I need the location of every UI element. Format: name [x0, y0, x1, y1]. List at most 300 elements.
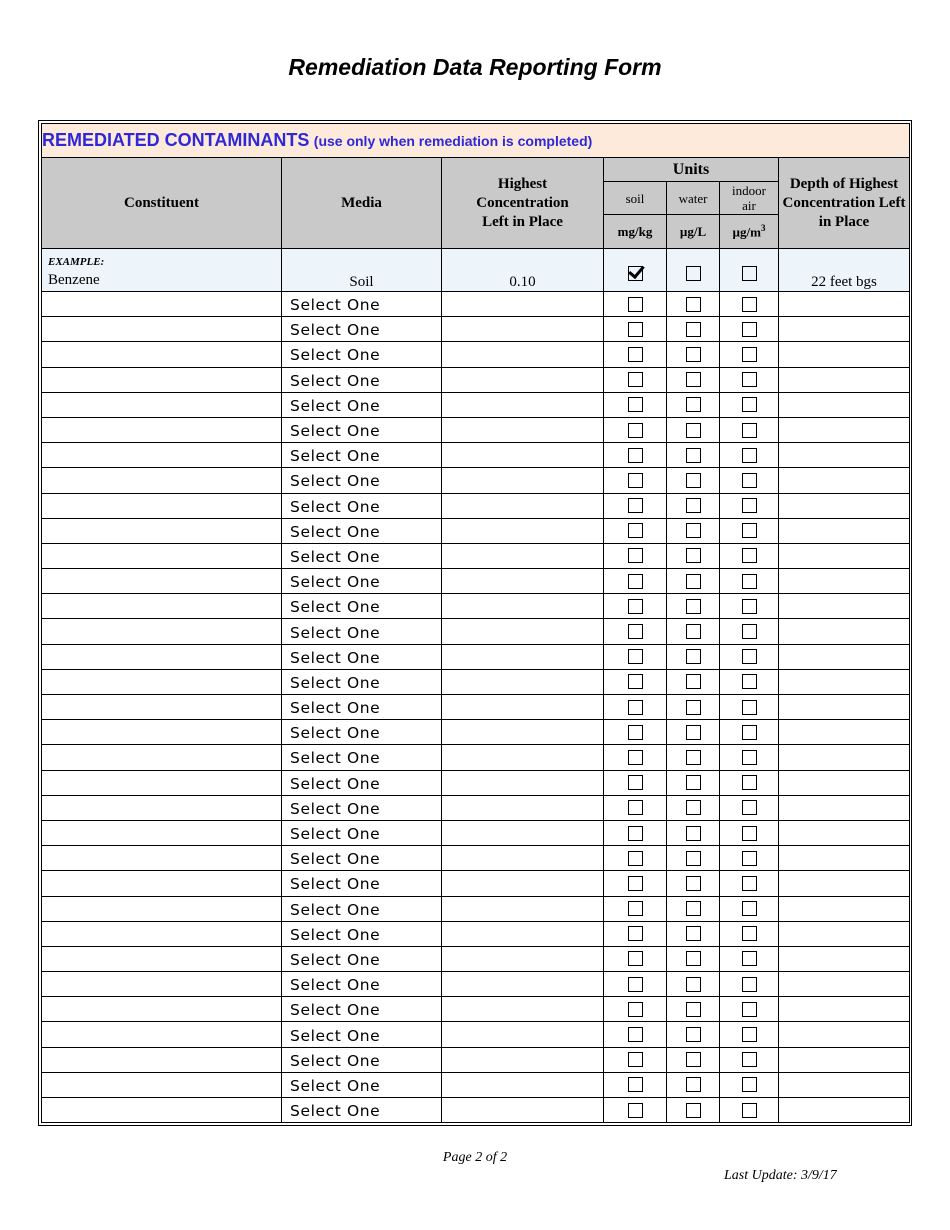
soil-cell [604, 619, 667, 644]
concentration-input[interactable] [442, 1022, 604, 1047]
concentration-input[interactable] [442, 795, 604, 820]
concentration-input[interactable] [442, 594, 604, 619]
constituent-header: Constituent [42, 158, 282, 249]
constituent-input[interactable] [42, 543, 282, 568]
indoor-air-cell [720, 493, 779, 518]
soil-checkbox[interactable] [628, 800, 643, 815]
table-row [42, 820, 910, 845]
depth-input[interactable] [779, 468, 910, 493]
concentration-input[interactable] [442, 468, 604, 493]
water-cell [667, 846, 720, 871]
media-select[interactable]: Select One [282, 1022, 442, 1047]
constituent-input[interactable] [42, 896, 282, 921]
water-cell [667, 443, 720, 468]
constituent-input[interactable] [42, 745, 282, 770]
air-unit: $\mu g/m^3$ [720, 215, 779, 249]
soil-checkbox[interactable] [628, 473, 643, 488]
water-cell [667, 695, 720, 720]
indoor-air-checkbox[interactable] [742, 624, 757, 639]
indoor-air-checkbox[interactable] [742, 800, 757, 815]
concentration-input[interactable] [442, 569, 604, 594]
soil-checkbox[interactable] [628, 397, 643, 412]
water-checkbox[interactable] [686, 775, 701, 790]
water-checkbox[interactable] [686, 347, 701, 362]
media-select[interactable]: Select One [282, 518, 442, 543]
soil-cell [604, 1047, 667, 1072]
media-select[interactable]: Select One [282, 619, 442, 644]
concentration-input[interactable] [442, 619, 604, 644]
depth-input[interactable] [779, 594, 910, 619]
indoor-air-cell [720, 417, 779, 442]
constituent-input[interactable] [42, 392, 282, 417]
concentration-input[interactable] [442, 745, 604, 770]
water-checkbox[interactable] [686, 674, 701, 689]
media-select[interactable]: Select One [282, 820, 442, 845]
concentration-input[interactable] [442, 720, 604, 745]
media-select[interactable]: Select One [282, 896, 442, 921]
indoor-air-checkbox[interactable] [742, 448, 757, 463]
depth-input[interactable] [779, 896, 910, 921]
soil-cell [604, 820, 667, 845]
water-checkbox[interactable] [686, 423, 701, 438]
water-cell [667, 871, 720, 896]
water-cell [667, 896, 720, 921]
concentration-input[interactable] [442, 1098, 604, 1123]
water-cell [667, 820, 720, 845]
water-checkbox[interactable] [686, 473, 701, 488]
constituent-input[interactable] [42, 317, 282, 342]
water-checkbox[interactable] [686, 826, 701, 841]
indoor-air-checkbox[interactable] [742, 775, 757, 790]
depth-input[interactable] [779, 392, 910, 417]
indoor-air-checkbox[interactable] [742, 372, 757, 387]
depth-input[interactable] [779, 669, 910, 694]
soil-checkbox[interactable] [628, 901, 643, 916]
water-cell [667, 317, 720, 342]
water-cell [667, 367, 720, 392]
media-select[interactable]: Select One [282, 543, 442, 568]
media-select[interactable]: Select One [282, 1098, 442, 1123]
media-select[interactable]: Select One [282, 997, 442, 1022]
soil-cell [604, 770, 667, 795]
indoor-air-checkbox[interactable] [742, 876, 757, 891]
constituent-input[interactable] [42, 1072, 282, 1097]
constituent-input[interactable] [42, 997, 282, 1022]
indoor-air-checkbox[interactable] [742, 322, 757, 337]
depth-input[interactable] [779, 745, 910, 770]
concentration-input[interactable] [442, 1072, 604, 1097]
depth-input[interactable] [779, 1072, 910, 1097]
concentration-input[interactable] [442, 770, 604, 795]
water-checkbox[interactable] [686, 448, 701, 463]
concentration-input[interactable] [442, 342, 604, 367]
depth-input[interactable] [779, 720, 910, 745]
water-cell [667, 720, 720, 745]
concentration-input[interactable] [442, 518, 604, 543]
media-select[interactable]: Select One [282, 695, 442, 720]
concentration-input[interactable] [442, 292, 604, 317]
water-checkbox[interactable] [686, 1002, 701, 1017]
soil-cell [604, 543, 667, 568]
concentration-input[interactable] [442, 1047, 604, 1072]
soil-checkbox[interactable] [628, 423, 643, 438]
soil-cell [604, 846, 667, 871]
constituent-input[interactable] [42, 921, 282, 946]
media-select[interactable]: Select One [282, 644, 442, 669]
soil-checkbox[interactable] [628, 700, 643, 715]
soil-cell [604, 468, 667, 493]
constituent-input[interactable] [42, 669, 282, 694]
soil-checkbox[interactable] [628, 876, 643, 891]
indoor-air-cell [720, 1072, 779, 1097]
water-checkbox[interactable] [686, 1077, 701, 1092]
depth-input[interactable] [779, 1022, 910, 1047]
indoor-air-checkbox[interactable] [742, 574, 757, 589]
depth-input[interactable] [779, 846, 910, 871]
units-header: Units [604, 158, 779, 182]
media-select[interactable]: Select One [282, 1047, 442, 1072]
constituent-input[interactable] [42, 871, 282, 896]
water-checkbox[interactable] [686, 926, 701, 941]
water-checkbox[interactable] [686, 750, 701, 765]
indoor-air-checkbox[interactable] [742, 725, 757, 740]
media-select[interactable]: Select One [282, 972, 442, 997]
table-row [42, 997, 910, 1022]
concentration-input[interactable] [442, 317, 604, 342]
indoor-air-checkbox[interactable] [742, 423, 757, 438]
water-checkbox[interactable] [686, 800, 701, 815]
indoor-air-checkbox[interactable] [742, 473, 757, 488]
soil-cell [604, 946, 667, 971]
table-row [42, 1047, 910, 1072]
constituent-input[interactable] [42, 594, 282, 619]
indoor-air-cell [720, 770, 779, 795]
water-checkbox[interactable] [686, 523, 701, 538]
media-select[interactable]: Select One [282, 342, 442, 367]
soil-checkbox[interactable] [628, 574, 643, 589]
soil-checkbox[interactable] [628, 1002, 643, 1017]
soil-checkbox[interactable] [628, 674, 643, 689]
constituent-input[interactable] [42, 644, 282, 669]
water-cell [667, 1047, 720, 1072]
indoor-air-checkbox[interactable] [742, 826, 757, 841]
table-row [42, 317, 910, 342]
indoor-air-checkbox[interactable] [742, 347, 757, 362]
depth-input[interactable] [779, 1098, 910, 1123]
soil-cell [604, 669, 667, 694]
constituent-input[interactable] [42, 468, 282, 493]
media-select[interactable]: Select One [282, 392, 442, 417]
media-select[interactable]: Select One [282, 770, 442, 795]
media-select[interactable]: Select One [282, 1072, 442, 1097]
water-cell [667, 669, 720, 694]
water-checkbox[interactable] [686, 700, 701, 715]
concentration-input[interactable] [442, 921, 604, 946]
soil-checkbox[interactable] [628, 322, 643, 337]
concentration-input[interactable] [442, 392, 604, 417]
indoor-air-checkbox[interactable] [742, 674, 757, 689]
concentration-input[interactable] [442, 695, 604, 720]
water-checkbox[interactable] [686, 951, 701, 966]
concentration-input[interactable] [442, 493, 604, 518]
indoor-air-checkbox[interactable] [742, 498, 757, 513]
constituent-input[interactable] [42, 695, 282, 720]
table-row [42, 669, 910, 694]
table-row [42, 569, 910, 594]
depth-input[interactable] [779, 367, 910, 392]
soil-checkbox[interactable] [628, 775, 643, 790]
soil-checkbox[interactable] [628, 297, 643, 312]
soil-checkbox[interactable] [628, 548, 643, 563]
indoor-air-checkbox[interactable] [742, 851, 757, 866]
indoor-air-checkbox[interactable] [742, 901, 757, 916]
water-checkbox[interactable] [686, 574, 701, 589]
constituent-input[interactable] [42, 1022, 282, 1047]
depth-input[interactable] [779, 543, 910, 568]
depth-input[interactable] [779, 921, 910, 946]
concentration-input[interactable] [442, 972, 604, 997]
section-header [42, 124, 910, 158]
media-select[interactable]: Select One [282, 946, 442, 971]
media-select[interactable]: Select One [282, 846, 442, 871]
depth-input[interactable] [779, 695, 910, 720]
indoor-air-checkbox[interactable] [742, 1077, 757, 1092]
water-cell [667, 518, 720, 543]
constituent-input[interactable] [42, 795, 282, 820]
concentration-input[interactable] [442, 997, 604, 1022]
constituent-input[interactable] [42, 946, 282, 971]
constituent-input[interactable] [42, 342, 282, 367]
table-row [42, 443, 910, 468]
example-constituent: Benzene [48, 272, 100, 288]
water-checkbox[interactable] [686, 876, 701, 891]
soil-checkbox[interactable] [628, 851, 643, 866]
constituent-input[interactable] [42, 292, 282, 317]
indoor-air-checkbox[interactable] [742, 1052, 757, 1067]
table-row [42, 342, 910, 367]
media-select[interactable]: Select One [282, 594, 442, 619]
soil-checkbox[interactable] [628, 498, 643, 513]
soil-checkbox[interactable] [628, 624, 643, 639]
soil-cell [604, 795, 667, 820]
constituent-input[interactable] [42, 619, 282, 644]
water-checkbox[interactable] [686, 851, 701, 866]
media-select[interactable]: Select One [282, 720, 442, 745]
concentration-input[interactable] [442, 543, 604, 568]
soil-cell [604, 997, 667, 1022]
concentration-input[interactable] [442, 846, 604, 871]
indoor-air-cell [720, 392, 779, 417]
depth-input[interactable] [779, 946, 910, 971]
table-row [42, 292, 910, 317]
indoor-air-checkbox[interactable] [742, 523, 757, 538]
soil-checkbox[interactable] [628, 1027, 643, 1042]
constituent-input[interactable] [42, 1098, 282, 1123]
constituent-input[interactable] [42, 972, 282, 997]
soil-checkbox[interactable] [628, 826, 643, 841]
media-select[interactable]: Select One [282, 921, 442, 946]
water-checkbox[interactable] [686, 548, 701, 563]
soil-checkbox[interactable] [628, 523, 643, 538]
concentration-input[interactable] [442, 820, 604, 845]
soil-checkbox[interactable] [628, 649, 643, 664]
depth-input[interactable] [779, 795, 910, 820]
constituent-input[interactable] [42, 1047, 282, 1072]
example-media: Soil [282, 249, 442, 292]
water-cell [667, 972, 720, 997]
table-row [42, 594, 910, 619]
indoor-air-checkbox[interactable] [742, 700, 757, 715]
water-checkbox[interactable] [686, 397, 701, 412]
water-checkbox[interactable] [686, 901, 701, 916]
water-checkbox[interactable] [686, 977, 701, 992]
media-select[interactable]: Select One [282, 468, 442, 493]
soil-cell [604, 518, 667, 543]
water-checkbox[interactable] [686, 1052, 701, 1067]
depth-input[interactable] [779, 972, 910, 997]
water-checkbox[interactable] [686, 322, 701, 337]
example-concentration: 0.10 [442, 249, 604, 292]
table-row [42, 518, 910, 543]
soil-checkbox[interactable] [628, 725, 643, 740]
concentration-input[interactable] [442, 871, 604, 896]
constituent-input[interactable] [42, 417, 282, 442]
indoor-air-checkbox[interactable] [742, 951, 757, 966]
soil-checkbox[interactable] [628, 347, 643, 362]
water-cell [667, 292, 720, 317]
media-select[interactable]: Select One [282, 871, 442, 896]
soil-checkbox[interactable] [628, 926, 643, 941]
water-checkbox[interactable] [686, 649, 701, 664]
constituent-input[interactable] [42, 846, 282, 871]
indoor-air-checkbox[interactable] [742, 1002, 757, 1017]
constituent-input[interactable] [42, 493, 282, 518]
indoor-air-cell [720, 468, 779, 493]
indoor-air-checkbox[interactable] [742, 599, 757, 614]
water-checkbox[interactable] [686, 372, 701, 387]
depth-input[interactable] [779, 770, 910, 795]
constituent-input[interactable] [42, 367, 282, 392]
media-select[interactable]: Select One [282, 745, 442, 770]
constituent-input[interactable] [42, 820, 282, 845]
soil-cell [604, 921, 667, 946]
indoor-air-checkbox[interactable] [742, 1027, 757, 1042]
constituent-input[interactable] [42, 569, 282, 594]
constituent-input[interactable] [42, 720, 282, 745]
depth-input[interactable] [779, 417, 910, 442]
concentration-input[interactable] [442, 669, 604, 694]
depth-input[interactable] [779, 871, 910, 896]
indoor-air-checkbox[interactable] [742, 297, 757, 312]
soil-cell [604, 493, 667, 518]
soil-checkbox[interactable] [628, 448, 643, 463]
water-checkbox[interactable] [686, 599, 701, 614]
example-soil-checkbox[interactable] [628, 266, 643, 281]
depth-input[interactable] [779, 518, 910, 543]
concentration-input[interactable] [442, 896, 604, 921]
soil-checkbox[interactable] [628, 1077, 643, 1092]
soil-checkbox[interactable] [628, 750, 643, 765]
indoor-air-cell [720, 1022, 779, 1047]
constituent-input[interactable] [42, 443, 282, 468]
indoor-air-checkbox[interactable] [742, 548, 757, 563]
depth-input[interactable] [779, 619, 910, 644]
media-select[interactable]: Select One [282, 493, 442, 518]
depth-input[interactable] [779, 317, 910, 342]
media-select[interactable]: Select One [282, 569, 442, 594]
soil-checkbox[interactable] [628, 951, 643, 966]
water-cell [667, 342, 720, 367]
media-select[interactable]: Select One [282, 669, 442, 694]
constituent-input[interactable] [42, 770, 282, 795]
water-checkbox[interactable] [686, 297, 701, 312]
concentration-input[interactable] [442, 946, 604, 971]
concentration-input[interactable] [442, 644, 604, 669]
indoor-air-checkbox[interactable] [742, 977, 757, 992]
depth-input[interactable] [779, 644, 910, 669]
concentration-input[interactable] [442, 417, 604, 442]
media-select[interactable]: Select One [282, 367, 442, 392]
depth-input[interactable] [779, 493, 910, 518]
media-select[interactable]: Select One [282, 317, 442, 342]
indoor-air-cell [720, 820, 779, 845]
table-row [42, 1098, 910, 1123]
soil-checkbox[interactable] [628, 372, 643, 387]
depth-input[interactable] [779, 820, 910, 845]
water-checkbox[interactable] [686, 624, 701, 639]
soil-checkbox[interactable] [628, 1103, 643, 1118]
depth-input[interactable] [779, 997, 910, 1022]
water-checkbox[interactable] [686, 1027, 701, 1042]
depth-input[interactable] [779, 342, 910, 367]
example-constituent-cell [42, 249, 282, 292]
example-water-checkbox[interactable] [686, 266, 701, 281]
media-select[interactable]: Select One [282, 443, 442, 468]
depth-input[interactable] [779, 1047, 910, 1072]
soil-checkbox[interactable] [628, 977, 643, 992]
depth-input[interactable] [779, 443, 910, 468]
example-air-checkbox[interactable] [742, 266, 757, 281]
soil-checkbox[interactable] [628, 599, 643, 614]
indoor-air-cell [720, 795, 779, 820]
water-cell [667, 543, 720, 568]
indoor-air-checkbox[interactable] [742, 397, 757, 412]
concentration-input[interactable] [442, 443, 604, 468]
soil-cell [604, 1072, 667, 1097]
indoor-air-cell [720, 543, 779, 568]
depth-input[interactable] [779, 569, 910, 594]
indoor-air-checkbox[interactable] [742, 1103, 757, 1118]
indoor-air-checkbox[interactable] [742, 750, 757, 765]
indoor-air-cell [720, 669, 779, 694]
example-row [42, 249, 910, 292]
water-checkbox[interactable] [686, 498, 701, 513]
indoor-air-checkbox[interactable] [742, 649, 757, 664]
media-select[interactable]: Select One [282, 417, 442, 442]
constituent-input[interactable] [42, 518, 282, 543]
table-row [42, 795, 910, 820]
water-checkbox[interactable] [686, 725, 701, 740]
concentration-input[interactable] [442, 367, 604, 392]
media-select[interactable]: Select One [282, 795, 442, 820]
depth-input[interactable] [779, 292, 910, 317]
water-checkbox[interactable] [686, 1103, 701, 1118]
soil-cell [604, 896, 667, 921]
soil-checkbox[interactable] [628, 1052, 643, 1067]
indoor-air-checkbox[interactable] [742, 926, 757, 941]
media-select[interactable]: Select One [282, 292, 442, 317]
indoor-air-cell [720, 946, 779, 971]
